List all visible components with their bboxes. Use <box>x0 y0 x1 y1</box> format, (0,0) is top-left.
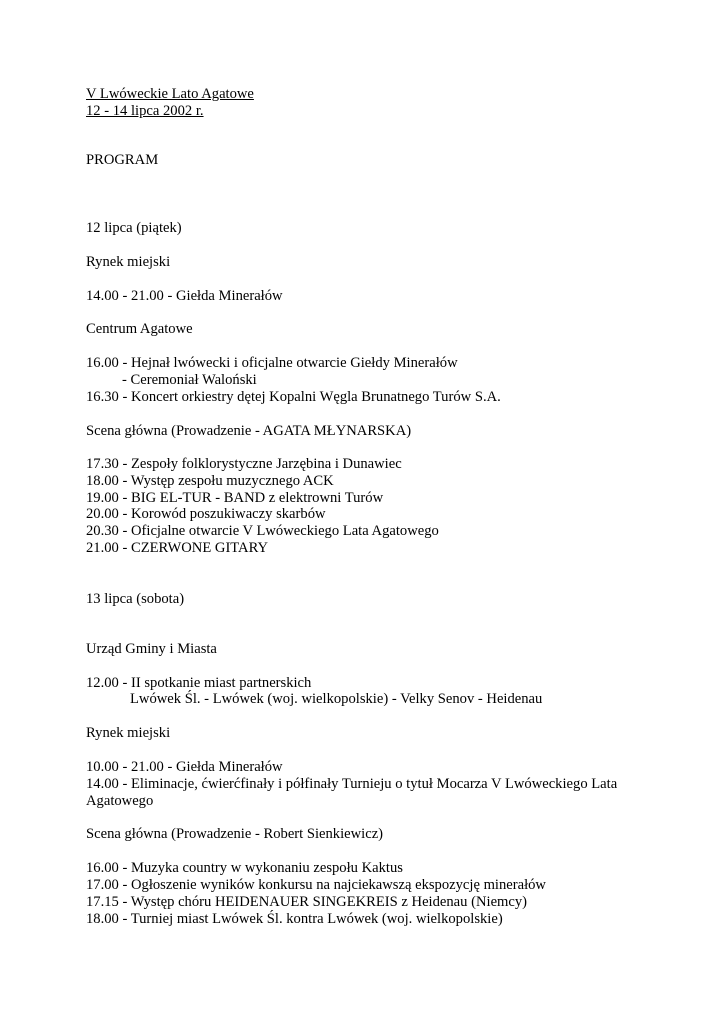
program-heading: PROGRAM <box>86 152 159 168</box>
schedule-line-continuation: Agatowego <box>86 793 154 809</box>
document-dates: 12 - 14 lipca 2002 r. <box>86 103 204 119</box>
schedule-line: 17.00 - Ogłoszenie wyników konkursu na najciekawszą ekspozycję minerałów <box>86 877 546 893</box>
schedule-line: 17.30 - Zespoły folklorystyczne Jarzębina i Dunawiec <box>86 456 402 472</box>
day2-venue-urzad: Urząd Gminy i Miasta <box>86 641 217 657</box>
day2-venue-rynek: Rynek miejski <box>86 725 171 741</box>
schedule-line: 10.00 - 21.00 - Giełda Minerałów <box>86 759 283 775</box>
schedule-line: 16.00 - Hejnał lwówecki i oficjalne otwarcie Giełdy Minerałów <box>86 355 458 371</box>
schedule-line: 14.00 - 21.00 - Giełda Minerałów <box>86 288 283 304</box>
day1-venue-rynek: Rynek miejski <box>86 254 171 270</box>
schedule-line: 20.00 - Korowód poszukiwaczy skarbów <box>86 506 326 522</box>
schedule-line: 12.00 - II spotkanie miast partnerskich <box>86 675 312 691</box>
schedule-line: 18.00 - Turniej miast Lwówek Śl. kontra Lwówek (woj. wielkopolskie) <box>86 911 503 927</box>
day1-venue-scena: Scena główna (Prowadzenie - AGATA MŁYNARSKA) <box>86 423 412 439</box>
day1-venue-centrum: Centrum Agatowe <box>86 321 193 337</box>
schedule-line: 17.15 - Występ chóru HEIDENAUER SINGEKREIS z Heidenau (Niemcy) <box>86 894 528 910</box>
schedule-line: 16.00 - Muzyka country w wykonaniu zespołu Kaktus <box>86 860 403 876</box>
schedule-line: 21.00 - CZERWONE GITARY <box>86 540 269 556</box>
document-title: V Lwóweckie Lato Agatowe <box>86 86 254 102</box>
schedule-line: 14.00 - Eliminacje, ćwierćfinały i półfinały Turnieju o tytuł Mocarza V Lwóweckiego Lata <box>86 776 618 792</box>
day2-heading: 13 lipca (sobota) <box>86 591 185 607</box>
schedule-line-continuation: - Ceremoniał Waloński <box>122 372 257 388</box>
schedule-line: 19.00 - BIG EL-TUR - BAND z elektrowni Turów <box>86 490 384 506</box>
schedule-line: 20.30 - Oficjalne otwarcie V Lwóweckiego Lata Agatowego <box>86 523 439 539</box>
schedule-line: 16.30 - Koncert orkiestry dętej Kopalni Węgla Brunatnego Turów S.A. <box>86 389 501 405</box>
day2-venue-scena: Scena główna (Prowadzenie - Robert Sienkiewicz) <box>86 826 384 842</box>
day1-heading: 12 lipca (piątek) <box>86 220 182 236</box>
schedule-line-continuation: Lwówek Śl. - Lwówek (woj. wielkopolskie) - Velky Senov - Heidenau <box>130 691 543 707</box>
schedule-line: 18.00 - Występ zespołu muzycznego ACK <box>86 473 334 489</box>
